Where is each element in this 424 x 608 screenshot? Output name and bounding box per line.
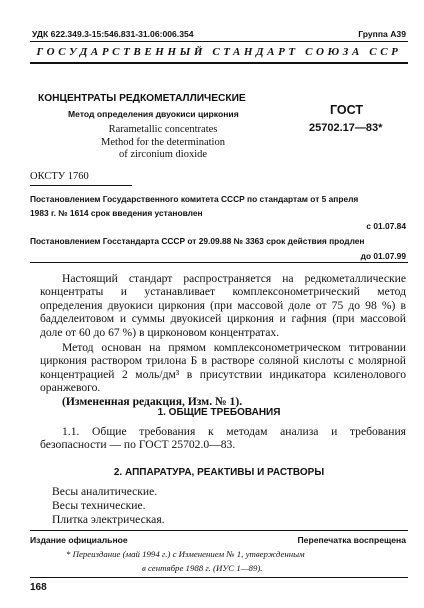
- section-1-heading: 1. ОБЩИЕ ТРЕБОВАНИЯ: [157, 407, 281, 418]
- list-item: Плитка электрическая.: [52, 513, 165, 526]
- section-1-text: 1.1. Общие требования к методам анализа и требования безопасности — по ГОСТ 25702.0—83.: [40, 425, 406, 452]
- reissue-note-line: * Переиздание (май 1994 г.) с Изменением № 1, утвержденным: [66, 549, 305, 559]
- decree-first: [30, 192, 358, 220]
- section-2-heading: 2. АППАРАТУРА, РЕАКТИВЫ И РАСТВОРЫ: [113, 467, 325, 478]
- english-title-line: Rarametallic concentrates: [108, 124, 218, 135]
- reprint-notice: Перепечатка воспрещена: [297, 535, 406, 545]
- list-item: Весы аналитические.: [52, 485, 158, 498]
- method-paragraph: Метод основан на прямом комплексонометрическом титровании циркония раствором трилона Б в растворе соляной кислоты с молярной концентрацией 2 моль/дм³ в присутствии индикатора ксиленолового оранжевого.: [40, 341, 406, 395]
- gost-number: 25702.17—83*: [309, 122, 383, 134]
- document-title: КОНЦЕНТРАТЫ РЕДКОМЕТАЛЛИЧЕСКИЕ: [38, 93, 246, 104]
- footer-bottom-rule: [30, 577, 408, 578]
- body-text: [40, 272, 406, 408]
- decree-first-line: Постановлением Государственного комитета СССР по стандартам от 5 апреля: [30, 194, 359, 204]
- equipment-list: [52, 485, 165, 527]
- state-standard-title: ГОСУДАРСТВЕННЫЙ СТАНДАРТ СОЮЗА ССР: [36, 46, 402, 58]
- revision-note: (Измененная редакция, Изм. № 1).: [62, 394, 243, 408]
- decree-second: Постановлением Госстандарта СССР от 29.09.88 № 3363 срок действия продлен: [30, 236, 365, 246]
- okstu-code: ОКСТУ 1760: [30, 171, 89, 182]
- document-subtitle: Метод определения двуокиси циркония: [68, 109, 239, 119]
- okstu-rule: [30, 185, 132, 186]
- header-rule: [30, 41, 408, 42]
- footer-rule: [30, 530, 408, 531]
- reissue-note-line: в сентябре 1988 г. (ИУС 1—89).: [142, 563, 263, 573]
- english-title-line: Method for the determination: [101, 136, 225, 148]
- gost-label: ГОСТ: [330, 103, 363, 117]
- decree-first-date: с 01.07.84: [366, 221, 406, 231]
- header-double-rule: [30, 62, 408, 64]
- section-1-body: [40, 425, 406, 452]
- decree-second-date: до 01.07.99: [360, 251, 406, 261]
- english-title: [88, 124, 238, 162]
- udk-code: УДК 622.349.3-15:546.831-31.06:006.354: [32, 29, 194, 39]
- english-title-line: of zirconium dioxide: [118, 149, 208, 160]
- decree-first-line: 1983 г. № 1614 срок введения установлен: [30, 208, 203, 218]
- decree-rule: [30, 262, 408, 263]
- group-code: Группа А39: [358, 29, 406, 39]
- list-item: Весы технические.: [52, 499, 146, 512]
- intro-paragraph: Настоящий стандарт распространяется на редкометаллические концентраты и устанавливает комплексонометрический метод определения двуокиси циркония (при массовой доле от 75 до 98 %) в бадделеитовом и суммы двуокисей циркония и гафния (при массовой доле от 60 до 67 %) в цирконовом концентратах.: [40, 272, 406, 339]
- page-number: 168: [30, 582, 47, 593]
- official-edition: Издание официальное: [30, 535, 128, 545]
